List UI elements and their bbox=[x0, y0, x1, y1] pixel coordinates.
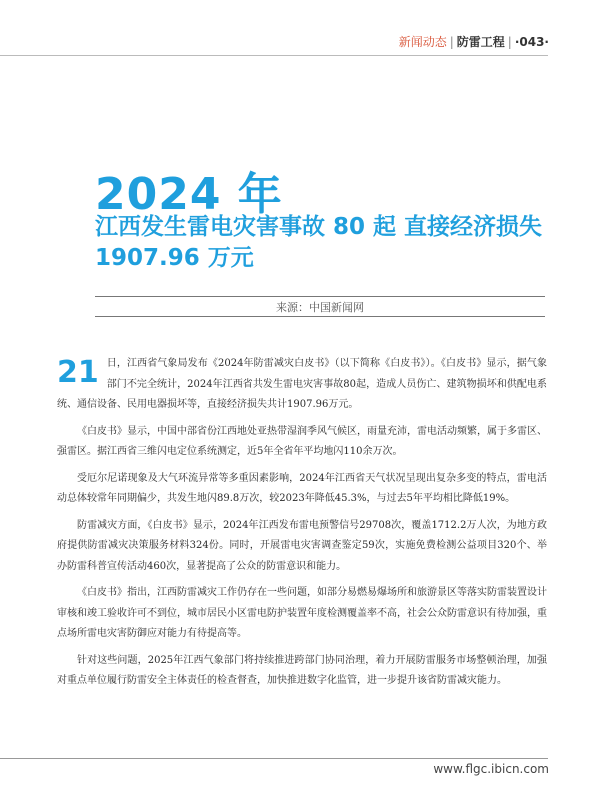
header-separator: | bbox=[449, 35, 454, 49]
paragraph-text: 日，江西省气象局发布《2024年防雷减灾白皮书》（以下简称《白皮书》）。《白皮书》显示，据气象部门不完全统计，2024年江西省共发生雷电灾害事故80起，造成人员伤亡、建筑物损坏和供配电系统、通信设备、民用电器损坏等，直接经济损失共计1907.96万元。 bbox=[57, 358, 547, 410]
page-number: ·043· bbox=[514, 35, 549, 49]
article-body bbox=[57, 354, 547, 698]
dropcap: 21 bbox=[57, 355, 99, 390]
header-rule bbox=[0, 55, 548, 56]
article-paragraph-2: 《白皮书》显示，中国中部省份江西地处亚热带湿润季风气候区，雨量充沛，雷电活动频繁，属于多雷区、强雷区。据江西省三维闪电定位系统测定，近5年全省年平均地闪110余万次。 bbox=[57, 425, 547, 457]
article-paragraph-5: 《白皮书》指出，江西防雷减灾工作仍存在一些问题，如部分易燃易爆场所和旅游景区等落实防雷装置设计审核和竣工验收许可不到位，城市居民小区雷电防护装置年度检测覆盖率不高，社会公众防雷意识有待加强，重点场所雷电灾害防御应对能力有待提高等。 bbox=[57, 587, 547, 639]
article-source: 来源：中国新闻网 bbox=[276, 301, 364, 314]
footer-rule bbox=[0, 758, 548, 759]
title-year: 2024 年 bbox=[95, 169, 283, 220]
article-paragraph-6: 针对这些问题，2025年江西气象部门将持续推进跨部门协同治理，着力开展防雷服务市场整顿治理，加强对重点单位履行防雷安全主体责任的检查督查，加快推进数字化监管，进一步提升该省防雷减灾能力。 bbox=[57, 654, 547, 686]
article-paragraph-1 bbox=[57, 354, 547, 416]
source-rule-top bbox=[95, 296, 545, 297]
header-separator-2: | bbox=[507, 35, 512, 49]
source-rule-bottom bbox=[95, 316, 545, 317]
article-paragraph-4: 防雷减灾方面，《白皮书》显示，2024年江西发布雷电预警信号29708次，覆盖1712.2万人次，为地方政府提供防雷减灾决策服务材料324份。同时，开展雷电灾害调查鉴定59次，实施免费检测公益项目320个、举办防雷科普宣传活动460次，显著提高了公众的防雷意识和能力。 bbox=[57, 519, 547, 572]
article-paragraph-3: 受厄尔尼诺现象及大气环流异常等多重因素影响，2024年江西省天气状况呈现出复杂多变的特点，雷电活动总体较常年同期偏少，共发生地闪89.8万次，较2023年降低45.3%，与过去5年平均相比降低19%。 bbox=[57, 472, 547, 504]
header-category: 新闻动态 bbox=[398, 35, 447, 49]
page-title: 江西发生雷电灾害事故 80 起 直接经济损失 1907.96 万元 bbox=[95, 214, 543, 271]
running-header bbox=[399, 33, 549, 50]
footer-url[interactable]: www.flgc.ibicn.com bbox=[433, 762, 549, 776]
header-column: 防雷工程 bbox=[456, 35, 505, 49]
